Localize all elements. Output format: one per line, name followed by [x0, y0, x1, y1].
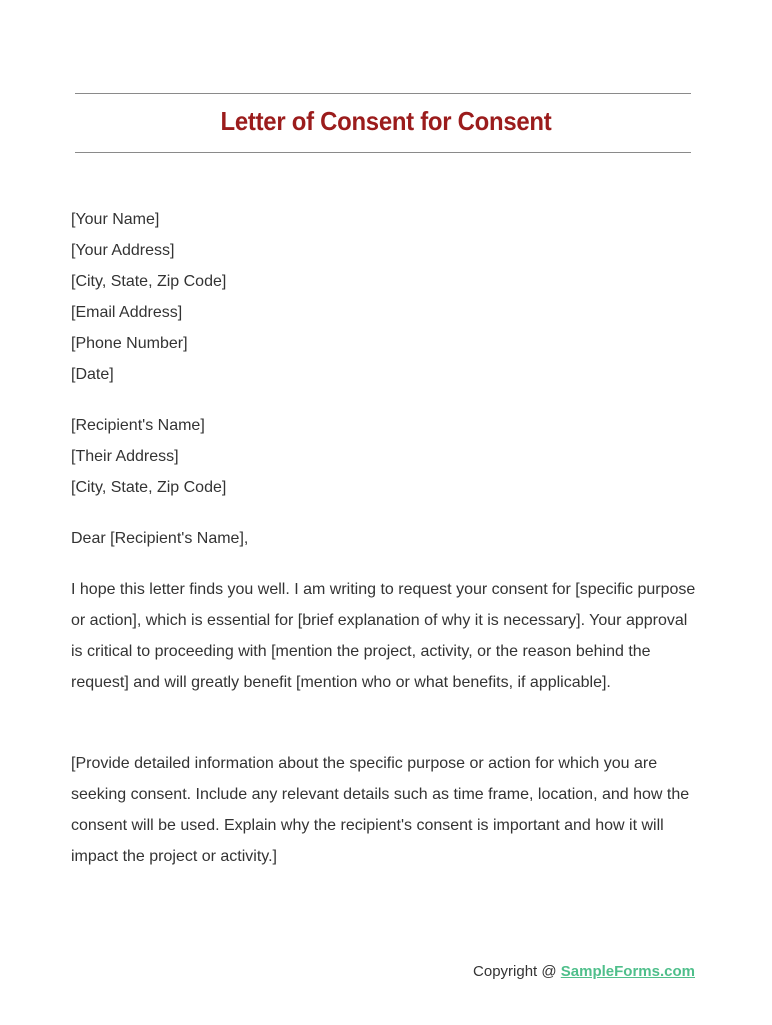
sampleforms-link[interactable]: SampleForms.com [560, 963, 695, 980]
copyright-label: Copyright @ [473, 963, 561, 980]
sender-phone: [Phone Number] [71, 335, 188, 352]
copyright-footer [473, 963, 695, 980]
body-paragraph-2: [Provide detailed information about the specific purpose or action for which you are seeking consent. Include any relevant details such as time frame, location, and how the consent will be used. Explain why the recipient's consent is important and how it will impact the project or activity.] [71, 755, 690, 865]
sender-email: [Email Address] [71, 304, 183, 321]
recipient-address-block [71, 410, 701, 503]
sender-address-block [71, 204, 701, 390]
sender-city-state-zip: [City, State, Zip Code] [71, 273, 227, 290]
recipient-name: [Recipient's Name] [71, 417, 205, 434]
recipient-address: [Their Address] [71, 448, 179, 465]
sender-address: [Your Address] [71, 242, 175, 259]
salutation: Dear [Recipient's Name], [71, 530, 249, 547]
sender-name: [Your Name] [71, 211, 160, 228]
recipient-city-state-zip: [City, State, Zip Code] [71, 479, 227, 496]
letter-date: [Date] [71, 366, 114, 383]
title-top-divider [75, 93, 691, 94]
body-paragraph-1: I hope this letter finds you well. I am writing to request your consent for [specific purpose or action], which is essential for [brief explanation of why it is necessary]. Your approval is critical to proceeding with [mention the project, activity, or the reason behind the request] and will greatly benefit [mention who or what benefits, if applicable]. [71, 581, 696, 691]
title-bottom-divider [75, 152, 691, 153]
page-title: Letter of Consent for Consent [220, 106, 552, 136]
